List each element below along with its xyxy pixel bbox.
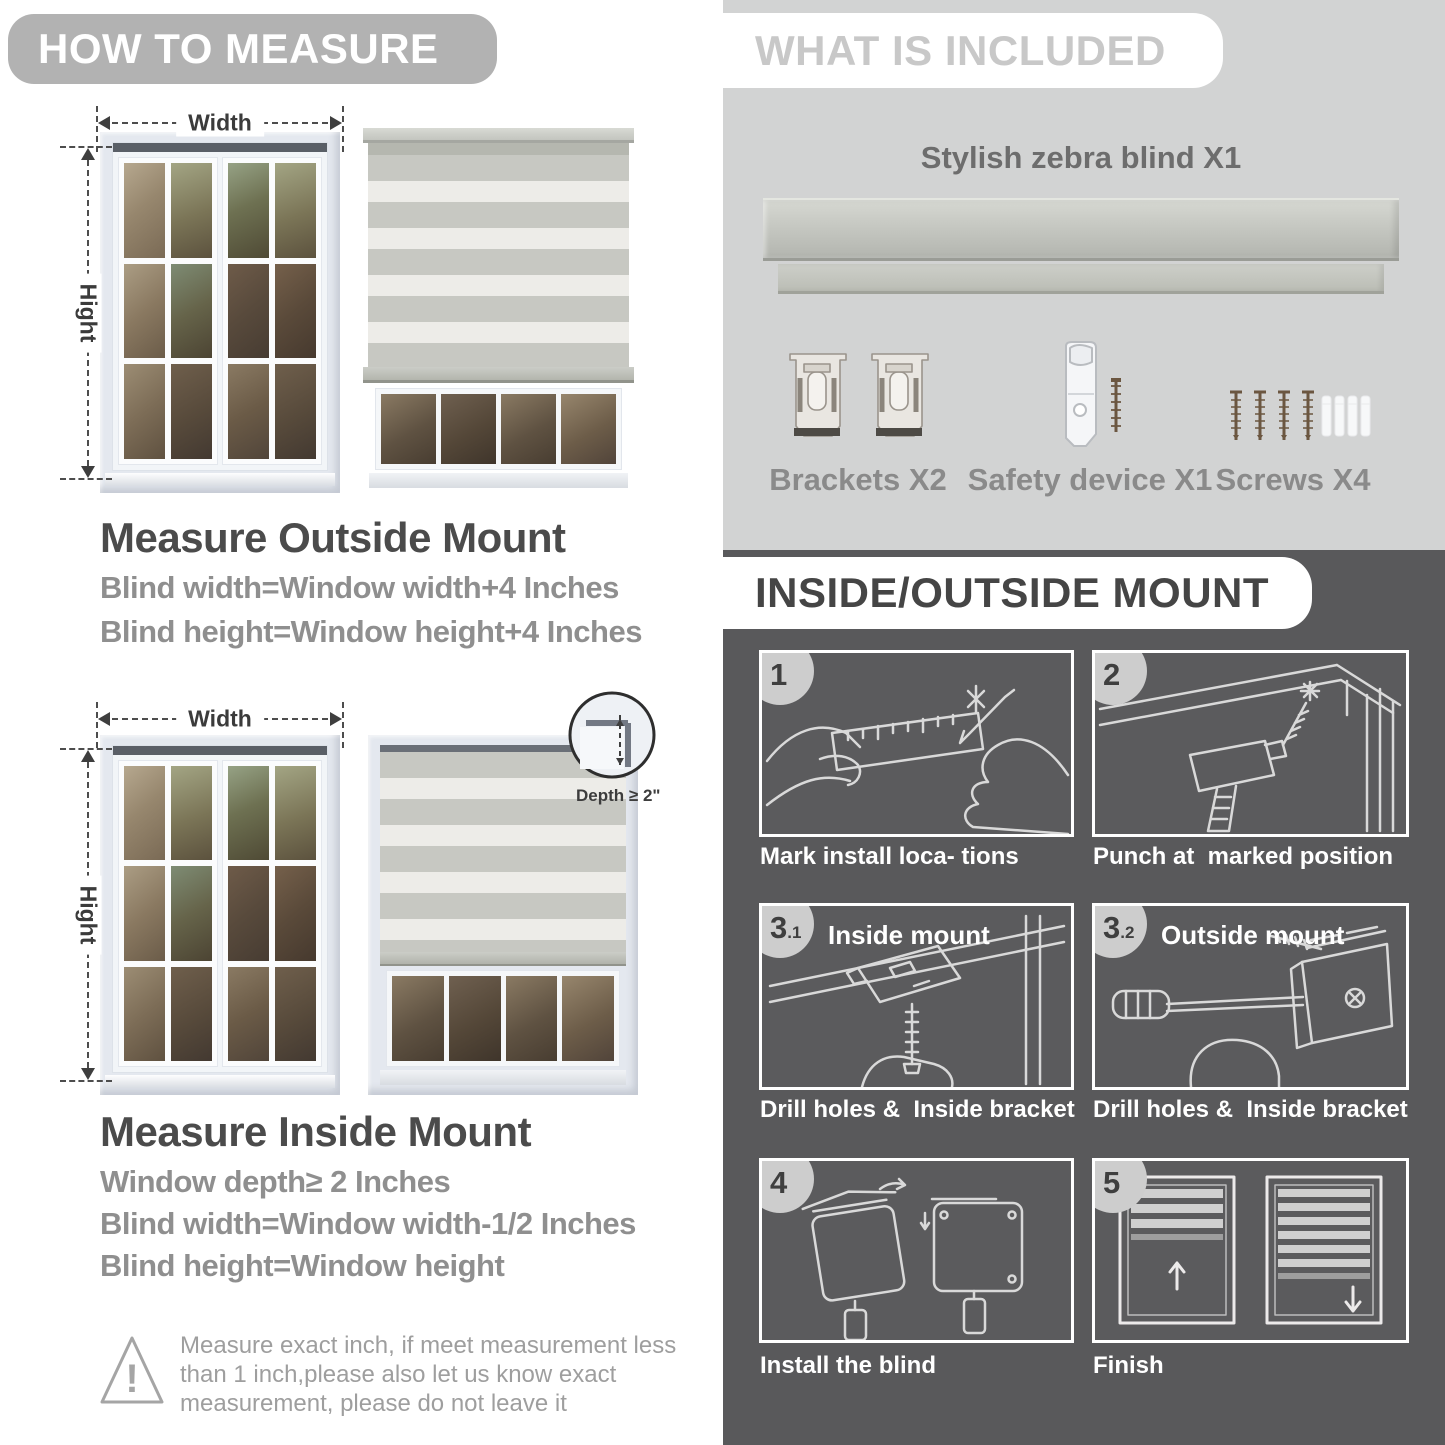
height-arrow [66, 146, 110, 480]
window-pane [275, 163, 316, 258]
blind-headrail-lip [778, 264, 1384, 294]
warning-note [180, 1331, 676, 1418]
blind-stripes [380, 752, 626, 952]
step-panel-2 [1092, 650, 1409, 837]
blind-headrail [363, 128, 634, 143]
what-is-included-header [723, 13, 1223, 88]
blind-bottom-rail [380, 952, 626, 966]
height-label: Hight [75, 274, 102, 353]
window-sill [369, 473, 628, 488]
window-illustration-outside [100, 132, 340, 493]
window-pane [124, 766, 165, 860]
window-below-blind [375, 388, 622, 470]
window-pane [275, 866, 316, 960]
inside-outside-mount-header [723, 557, 1312, 629]
blind-roll [368, 143, 629, 155]
step-badge: 5 [1092, 1158, 1147, 1213]
warning-line: measurement, please do not leave it [180, 1390, 567, 1417]
blind-title: Stylish zebra blind X1 [920, 140, 1242, 175]
blind-headrail-image [763, 198, 1399, 261]
how-to-measure-header [8, 14, 497, 84]
step-panel-3-1 [759, 903, 1074, 1090]
step-caption-3-2: Drill holes & Inside bracket [1093, 1096, 1408, 1123]
screw-icon [1222, 386, 1372, 451]
window-pane [124, 364, 165, 459]
window-pane [392, 976, 444, 1061]
window-pane [171, 866, 212, 960]
window-pane [275, 766, 316, 860]
step-badge: 1 [759, 650, 814, 705]
arrowhead-right-icon [330, 116, 342, 130]
step-panel-3-2 [1092, 903, 1409, 1090]
width-label: Width [176, 110, 264, 137]
arrowhead-right-icon [330, 712, 342, 726]
window-pane [228, 264, 269, 359]
step-panel-4 [759, 1158, 1074, 1343]
depth-label: Depth ≥ 2" [576, 786, 661, 805]
arrowhead-down-icon [81, 1068, 95, 1080]
anchor-icon [1322, 396, 1370, 436]
zebra-blind-illustration-outside [363, 128, 634, 488]
window-pane [228, 967, 269, 1061]
warning-exclamation: ! [125, 1357, 139, 1401]
inside-mount-formula-depth: Window depth≥ 2 Inches [100, 1164, 451, 1199]
window-pane [171, 766, 212, 860]
arrowhead-left-icon [98, 116, 110, 130]
step-panel-title: Outside mount [1161, 920, 1345, 950]
window-pane [506, 976, 558, 1061]
height-arrow [66, 748, 110, 1082]
window-frame [112, 745, 328, 1073]
step-caption-5: Finish [1093, 1352, 1164, 1379]
window-pane [228, 163, 269, 258]
window-head-strip [113, 746, 327, 755]
step-caption-1: Mark install loca- tions [760, 843, 1019, 870]
arrowhead-down-icon [81, 466, 95, 478]
blind-bottom-rail [363, 367, 634, 383]
window-pane [275, 264, 316, 359]
step-panel-title: Inside mount [828, 920, 990, 950]
window-pane [124, 866, 165, 960]
step-panel-1 [759, 650, 1074, 837]
step-badge: 2 [1092, 650, 1147, 705]
step-badge: 4 [759, 1158, 814, 1213]
safety-device-caption: Safety device X1 [967, 462, 1213, 497]
arrowhead-up-icon [81, 148, 95, 160]
what-is-included-title: WHAT IS INCLUDED [755, 26, 1166, 74]
window-pane [228, 866, 269, 960]
window-pane [449, 976, 501, 1061]
window-pane [275, 364, 316, 459]
window-pane [171, 163, 212, 258]
width-arrow [96, 102, 344, 150]
inside-mount-formula-height: Blind height=Window height [100, 1248, 505, 1283]
outside-mount-formula-height: Blind height=Window height+4 Inches [100, 614, 642, 649]
height-label: Hight [75, 876, 102, 955]
window-pane [562, 976, 614, 1061]
window-sill [105, 1075, 335, 1088]
window-below-blind [386, 970, 620, 1067]
outside-mount-heading: Measure Outside Mount [100, 514, 566, 561]
window-pane [381, 394, 436, 464]
window-sash-right [222, 157, 322, 465]
width-arrow [96, 698, 344, 746]
inside-mount-formula-width: Blind width=Window width-1/2 Inches [100, 1206, 636, 1241]
depth-callout-icon [566, 689, 658, 781]
width-label: Width [176, 706, 264, 733]
step-panel-5 [1092, 1158, 1409, 1343]
warning-line: Measure exact inch, if meet measurement less [180, 1332, 677, 1359]
window-pane [124, 264, 165, 359]
screws-caption: Screws X4 [1215, 462, 1371, 497]
window-pane [228, 766, 269, 860]
window-sill [380, 1070, 626, 1085]
window-pane [171, 264, 212, 359]
window-sash-right [222, 760, 322, 1067]
outside-mount-formula-width: Blind width=Window width+4 Inches [100, 570, 619, 605]
window-pane [171, 364, 212, 459]
arrowhead-left-icon [98, 712, 110, 726]
safety-device-icon [1060, 338, 1130, 455]
window-pane [275, 967, 316, 1061]
step-caption-4: Install the blind [760, 1352, 937, 1379]
warning-line: than 1 inch,please also let us know exact [180, 1361, 617, 1388]
step-caption-3-1: Drill holes & Inside bracket [760, 1096, 1075, 1123]
arrowhead-up-icon [81, 750, 95, 762]
window-pane [228, 364, 269, 459]
window-frame [112, 142, 328, 471]
step-badge: 3.2 [1092, 903, 1147, 958]
warning-triangle-icon [98, 1334, 166, 1413]
brackets-caption: Brackets X2 [769, 462, 947, 497]
inside-mount-heading: Measure Inside Mount [100, 1108, 532, 1155]
window-illustration-inside [100, 735, 340, 1095]
blind-stripes [368, 155, 629, 367]
window-sash-left [118, 157, 218, 465]
window-sash-left [118, 760, 218, 1067]
window-pane [171, 967, 212, 1061]
window-pane [561, 394, 616, 464]
step-badge: 3.1 [759, 903, 814, 958]
window-pane [124, 163, 165, 258]
window-pane [441, 394, 496, 464]
how-to-measure-title: HOW TO MEASURE [38, 25, 439, 72]
bracket-icon [786, 350, 932, 447]
window-sill [105, 473, 335, 486]
step-caption-2: Punch at marked position [1093, 843, 1394, 870]
inside-outside-mount-title: INSIDE/OUTSIDE MOUNT [755, 569, 1270, 616]
window-pane [124, 967, 165, 1061]
window-pane [501, 394, 556, 464]
